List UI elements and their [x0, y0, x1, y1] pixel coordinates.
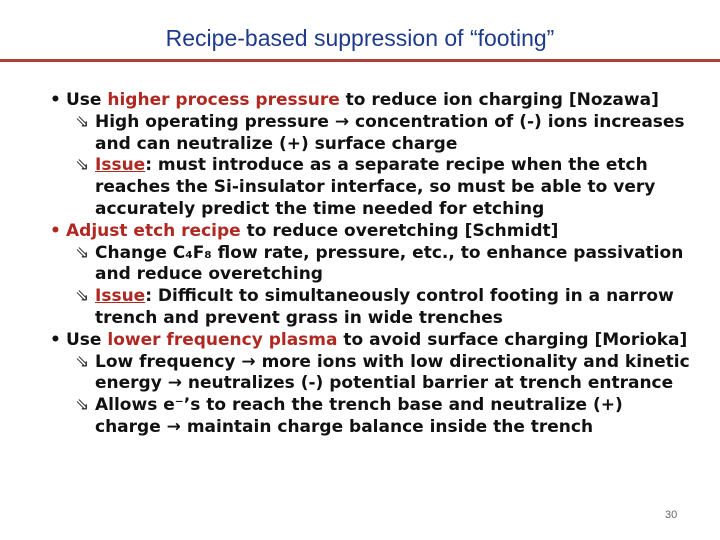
- bullet-2-sub-2: [50, 286, 690, 330]
- sub-arrow-icon: ⇘: [75, 242, 90, 263]
- sub-arrow-icon: ⇘: [75, 395, 90, 416]
- bullet-3-post: to avoid surface charging [Morioka]: [337, 329, 688, 350]
- bullet-2-highlight: Adjust etch recipe: [66, 220, 241, 241]
- bullet-1-pre: Use: [66, 90, 108, 110]
- issue-label: Issue: [95, 155, 146, 176]
- bullet-glyph: •: [50, 90, 61, 110]
- bullet-2-sub-1: [50, 243, 690, 287]
- slide-body: [50, 90, 690, 439]
- bullet-2: [50, 221, 690, 243]
- bullet-1: [50, 90, 690, 112]
- bullet-1-sub-1: [50, 112, 690, 156]
- sub-arrow-icon: ⇘: [75, 155, 90, 176]
- sub-arrow-icon: ⇘: [75, 351, 90, 372]
- bullet-2-post: to reduce overetching [Schmidt]: [240, 220, 559, 241]
- sub-text: : must introduce as a separate recipe when the etch reaches the Si-insulator interface, so must be able to very accurately predict the time needed for etching: [95, 155, 656, 219]
- bullet-glyph: •: [50, 220, 61, 241]
- bullet-3: [50, 330, 690, 352]
- bullet-1-highlight: higher process pressure: [107, 90, 340, 110]
- issue-label: Issue: [95, 286, 146, 307]
- bullet-1-sub-2: [50, 155, 690, 220]
- sub-text: High operating pressure → concentration of (-) ions increases and can neutralize (+) surface charge: [95, 111, 685, 154]
- sub-text: Allows e⁻’s to reach the trench base and neutralize (+) charge → maintain charge balance inside the trench: [95, 395, 623, 437]
- bullet-3-highlight: lower frequency plasma: [107, 329, 338, 350]
- sub-arrow-icon: ⇘: [75, 286, 90, 307]
- slide-title: Recipe-based suppression of “footing”: [165, 25, 555, 51]
- sub-arrow-icon: ⇘: [75, 111, 90, 132]
- bullet-3-sub-1: [50, 352, 690, 396]
- sub-text: Low frequency → more ions with low directionality and kinetic energy → neutralizes (-) potential barrier at trench entrance: [95, 351, 690, 394]
- title-underline: [0, 59, 720, 62]
- bullet-3-sub-2: [50, 395, 690, 439]
- bullet-3-pre: Use: [66, 329, 108, 350]
- bullet-glyph: •: [50, 329, 61, 350]
- sub-text: Change C₄F₈ flow rate, pressure, etc., to enhance passivation and reduce overetching: [95, 242, 684, 285]
- bullet-1-post: to reduce ion charging [Nozawa]: [339, 90, 659, 110]
- sub-text: : Difficult to simultaneously control footing in a narrow trench and prevent grass in wide trenches: [95, 286, 674, 328]
- page-number: 30: [665, 509, 678, 521]
